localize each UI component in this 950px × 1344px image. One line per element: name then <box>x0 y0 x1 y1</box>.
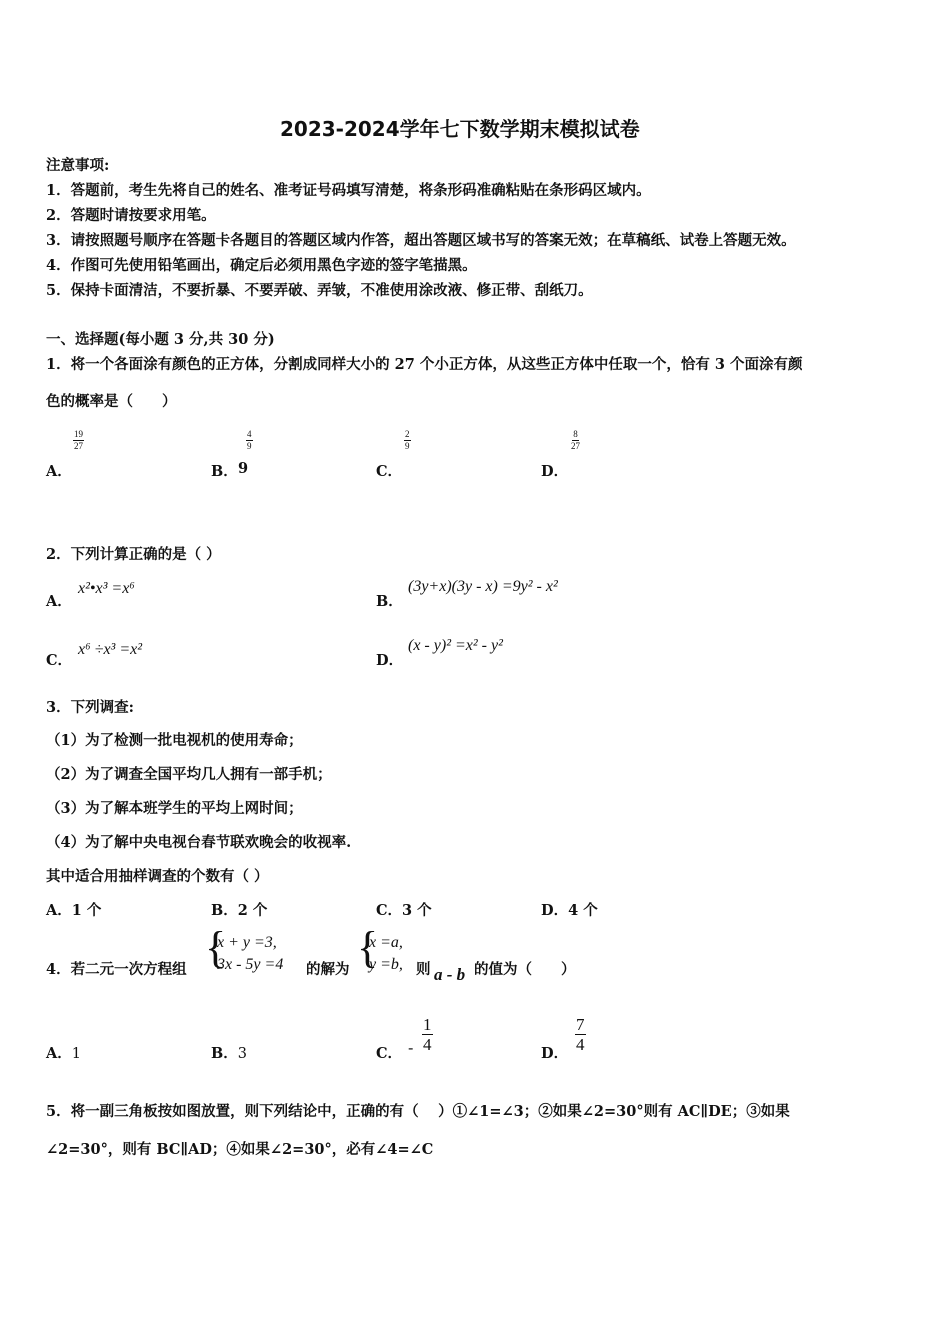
option-label: D． <box>541 463 569 480</box>
survey-item: （4）为了解中央电视台春节联欢晚会的收视率. <box>46 834 352 851</box>
denominator: 27 <box>571 441 580 451</box>
minus-sign: - <box>408 1038 414 1057</box>
equation-system <box>217 932 283 975</box>
notice-item: 1．答题前，考生先将自己的姓名、准考证号码填写清楚，将条形码准确粘贴在条形码区域内。 <box>46 182 651 199</box>
option-text: 1 <box>71 1046 81 1062</box>
q2-option-c-expr: x⁶ ÷x³ =x² <box>78 641 143 658</box>
numerator: 8 <box>573 429 578 439</box>
equation-2: 3x - 5y =4 <box>217 955 284 973</box>
q4-option-b <box>211 1042 247 1063</box>
left-brace: { <box>357 923 379 972</box>
option-label: A． <box>46 902 72 919</box>
fraction <box>575 1016 586 1053</box>
left-brace: { <box>205 923 227 972</box>
numerator: 1 <box>423 1015 432 1034</box>
fraction <box>422 1016 433 1053</box>
option-label: D． <box>376 652 404 669</box>
option-text: 1 个 <box>71 902 102 919</box>
denominator: 4 <box>423 1035 432 1054</box>
option-label: D． <box>541 1045 569 1062</box>
option-label: A． <box>46 463 72 480</box>
option-label: B． <box>376 593 403 610</box>
equation-1: x + y =3, <box>217 934 277 951</box>
q3-option-a <box>46 899 101 920</box>
option-label: C． <box>376 1045 403 1062</box>
question-4-mid: 的解为 <box>306 961 350 978</box>
question-2-stem: 2．下列计算正确的是（ ） <box>46 546 221 563</box>
numerator: 4 <box>247 429 252 439</box>
question-4-then: 则 <box>416 961 431 978</box>
option-text: 4 个 <box>568 902 598 919</box>
question-5-stem: 5．将一副三角板按如图放置，则下列结论中，正确的有（ ）①∠1=∠3；②如果∠2=30°则有 AC∥DE；③如果 <box>46 1103 790 1120</box>
option-label: A． <box>46 1045 72 1062</box>
option-label: A． <box>46 593 72 610</box>
q3-option-b <box>211 899 267 920</box>
q2-option-d-expr: (x - y)² =x² - y² <box>408 637 503 654</box>
option-label: C． <box>376 902 403 919</box>
question-3-stem: 3．下列调查: <box>46 699 134 716</box>
q2-option-b-expr: (3y+x)(3y - x) =9y² - x² <box>408 578 558 595</box>
numerator: 7 <box>576 1015 585 1034</box>
page-title: 2023-2024学年七下数学期末模拟试卷 <box>280 117 640 141</box>
numerator: 19 <box>74 429 83 439</box>
question-5-stem-cont: ∠2=30°，则有 BC∥AD；④如果∠2=30°，必有∠4=∠C <box>46 1141 434 1158</box>
option-label: C． <box>376 463 403 480</box>
q3-option-d <box>541 899 598 920</box>
option-extra: 9 <box>238 460 249 477</box>
fraction <box>246 430 253 451</box>
fraction <box>404 430 411 451</box>
numerator: 2 <box>405 429 410 439</box>
option-label: D． <box>541 902 569 919</box>
section-heading: 一、选择题(每小题 3 分,共 30 分) <box>46 331 275 348</box>
denominator: 9 <box>405 441 410 451</box>
denominator: 9 <box>247 441 252 451</box>
denominator: 27 <box>74 441 83 451</box>
option-text: 3 个 <box>402 902 432 919</box>
option-label: C． <box>46 652 73 669</box>
notice-heading: 注意事项: <box>46 157 110 174</box>
q2-option-a-expr: x²•x³ =x⁶ <box>78 580 135 597</box>
q3-option-c <box>376 899 432 920</box>
fraction <box>73 430 84 451</box>
notice-item: 2．答题时请按要求用笔。 <box>46 207 216 224</box>
notice-item: 5．保持卡面清洁，不要折暴、不要弄破、弄皱，不准使用涂改液、修正带、刮纸刀。 <box>46 282 593 299</box>
survey-item: （1）为了检测一批电视机的使用寿命； <box>46 732 303 749</box>
question-1-stem: 1．将一个各面涂有颜色的正方体，分割成同样大小的 27 个小正方体，从这些正方体中任取一个，恰有 3 个面涂有颜 <box>46 356 803 373</box>
option-label: B． <box>211 902 238 919</box>
question-4-suffix: 的值为（ ） <box>474 961 576 978</box>
option-text: 2 个 <box>237 902 268 919</box>
solution-system <box>369 932 403 975</box>
survey-item: （3）为了解本班学生的平均上网时间； <box>46 800 303 817</box>
question-4-expr: a - b <box>434 965 466 984</box>
option-label: B． <box>211 463 238 480</box>
survey-item: （2）为了调查全国平均几人拥有一部手机； <box>46 766 332 783</box>
notice-item: 4．作图可先使用铅笔画出，确定后必须用黑色字迹的签字笔描黑。 <box>46 257 477 274</box>
question-4-prefix: 4．若二元一次方程组 <box>46 961 187 978</box>
notice-item: 3．请按照题号顺序在答题卡各题目的答题区域内作答，超出答题区域书写的答案无效；在草稿纸、试卷上答题无效。 <box>46 232 796 249</box>
solution-1: x =a, <box>369 934 403 951</box>
option-text: 3 <box>237 1046 247 1062</box>
option-label: B． <box>211 1045 238 1062</box>
solution-2: y =b, <box>369 955 403 973</box>
question-3-question: 其中适合用抽样调查的个数有（ ） <box>46 868 269 885</box>
question-1-stem-cont: 色的概率是（ ） <box>46 393 177 410</box>
q4-option-a <box>46 1042 81 1063</box>
denominator: 4 <box>576 1035 585 1054</box>
fraction <box>571 430 580 451</box>
